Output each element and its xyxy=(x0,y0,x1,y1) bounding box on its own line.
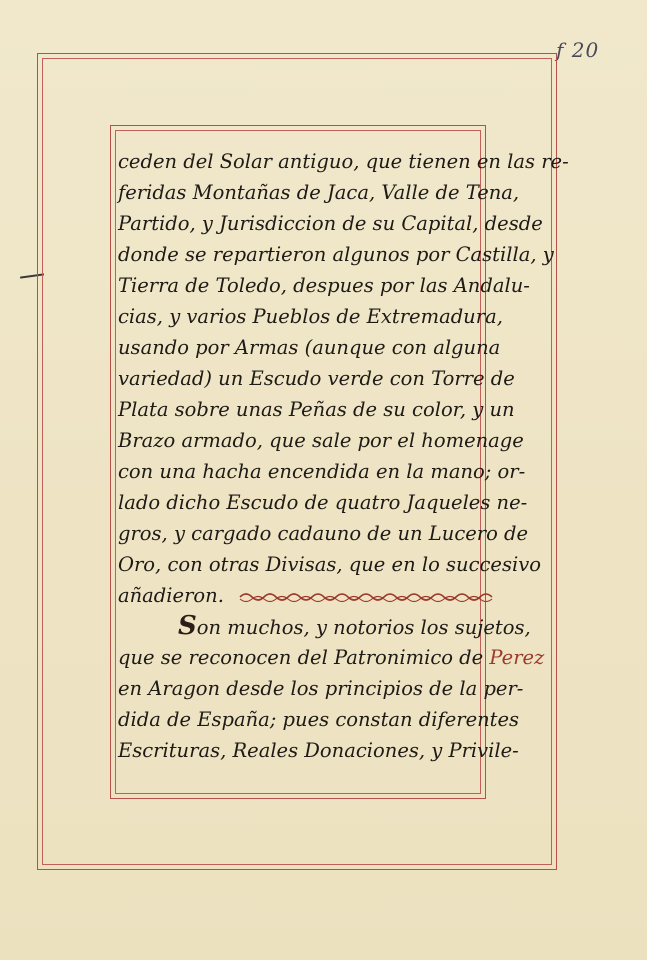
ornament-flourish-icon xyxy=(238,590,500,604)
red-name-text: Perez xyxy=(489,646,545,669)
text-line: Escrituras, Reales Donaciones, y Privile- xyxy=(118,739,519,762)
text-line: Plata sobre unas Peñas de su color, y un xyxy=(118,398,515,421)
text-line: gros, y cargado cadauno de un Lucero de xyxy=(118,522,529,545)
paragraph-2-first-line xyxy=(118,611,531,642)
text-line: dida de España; pues constan diferentes xyxy=(118,708,520,731)
text-line: Oro, con otras Divisas, que en lo succesivo xyxy=(118,553,541,576)
text-line: con una hacha encendida en la mano; or- xyxy=(118,460,526,483)
text-line: variedad) un Escudo verde con Torre de xyxy=(118,367,515,390)
text-line xyxy=(118,642,545,673)
text-line: en Aragon desde los principios de la per- xyxy=(118,677,524,700)
text-line-with-ornament xyxy=(118,580,480,611)
folio-number: f 20 xyxy=(556,38,600,62)
text-segment: on muchos, y notorios los sujetos, xyxy=(196,616,531,639)
text-line: ceden del Solar antiguo, que tienen en las re- xyxy=(118,150,569,173)
text-line: cias, y varios Pueblos de Extremadura, xyxy=(118,305,503,328)
text-line: feridas Montañas de Jaca, Valle de Tena, xyxy=(118,181,520,204)
text-line: usando por Armas (aunque con alguna xyxy=(118,336,501,359)
text-block xyxy=(118,146,569,766)
text-line: Partido, y Jurisdiccion de su Capital, desde xyxy=(118,212,543,235)
text-line: Tierra de Toledo, despues por las Andalu- xyxy=(118,274,530,297)
text-line: lado dicho Escudo de quatro Jaqueles ne- xyxy=(118,491,528,514)
text-segment: que se reconocen del Patronimico de xyxy=(118,646,484,669)
text-line-end: añadieron. xyxy=(118,584,224,607)
initial-letter: S xyxy=(178,611,197,641)
text-line: donde se repartieron algunos por Castilla, y xyxy=(118,243,554,266)
text-line: Brazo armado, que sale por el homenage xyxy=(118,429,524,452)
